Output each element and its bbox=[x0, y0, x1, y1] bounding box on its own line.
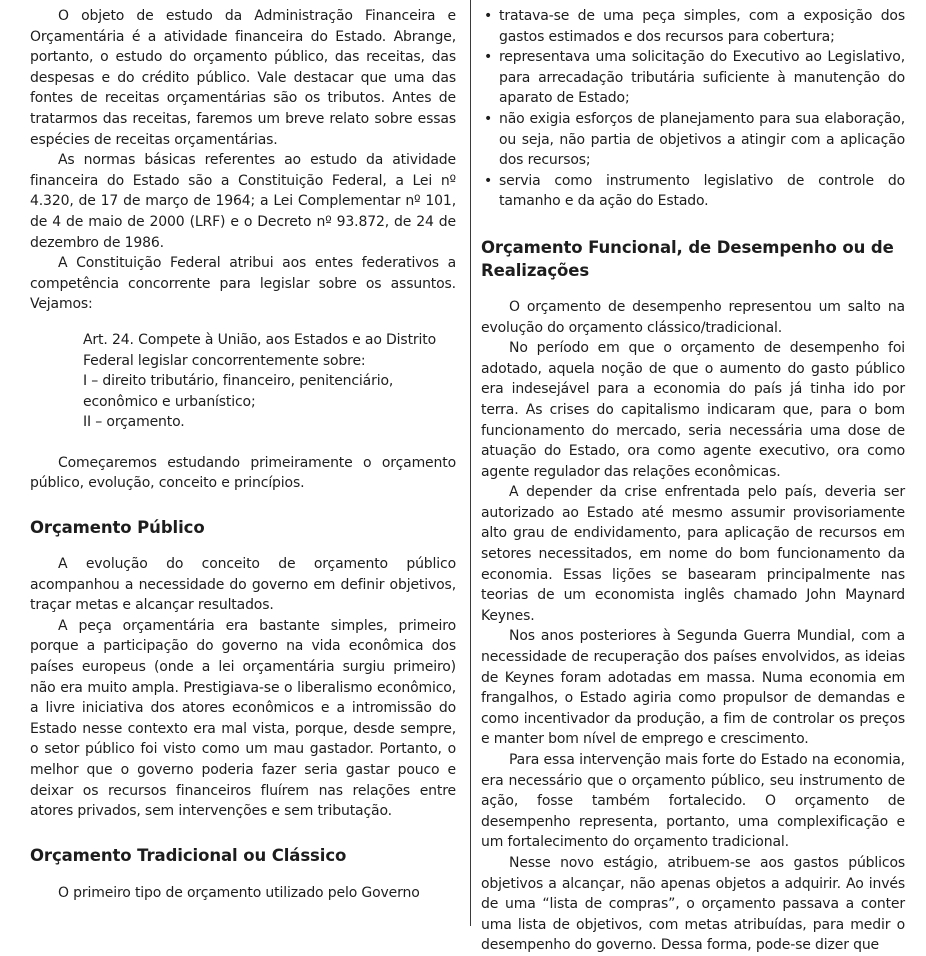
bullet-icon: • bbox=[484, 172, 493, 189]
left-column bbox=[30, 0, 456, 903]
paragraph: Começaremos estudando primeiramente o orçamento público, evolução, conceito e princípios. bbox=[30, 454, 456, 492]
paragraph: No período em que o orçamento de desempenho foi adotado, aquela noção de que o aumento do gasto público era indesejável para a economia do país já tinha ido por terra. As crises do capitalismo indicaram que, para o bom funcionamento do mercado, seria necessária uma dose de atuação do Estado, ora como agente executivo, ora como agente regulador das relações econômicas. bbox=[481, 340, 905, 480]
quote-line: I – direito tributário, financeiro, penitenciário, econômico e urbanístico; bbox=[83, 373, 394, 410]
paragraph: O orçamento de desempenho representou um salto na evolução do orçamento clássico/tradicional. bbox=[481, 298, 905, 336]
paragraph: O objeto de estudo da Administração Financeira e Orçamentária é a atividade financeira do Estado. Abrange, portanto, o estudo do orçamento público, das receitas, das despesas e do crédito público. Vale destacar que uma das fontes de receitas orçamentárias são os tributos. Antes de tratarmos das receitas, faremos um breve relato sobre essas espécies de receitas orçamentárias. bbox=[30, 8, 456, 148]
paragraph: As normas básicas referentes ao estudo da atividade financeira do Estado são a Constituição Federal, a Lei nº 4.320, de 17 de março de 1964; a Lei Complementar nº 101, de 4 de maio de 2000 (LRF) e o Decreto nº 93.872, de 24 de dezembro de 1986. bbox=[30, 152, 456, 251]
paragraph: A Constituição Federal atribui aos entes federativos a competência concorrente para legislar sobre os assuntos. Vejamos: bbox=[30, 255, 456, 313]
list-item bbox=[481, 171, 905, 212]
right-column bbox=[481, 0, 905, 956]
section-heading: Orçamento Tradicional ou Clássico bbox=[30, 845, 347, 865]
list-item-text: não exigia esforços de planejamento para sua elaboração, ou seja, não partia de objetivos a atingir com a aplicação dos recursos; bbox=[499, 110, 905, 169]
list-item bbox=[481, 6, 905, 47]
bullet-icon: • bbox=[484, 110, 493, 127]
paragraph: Nos anos posteriores à Segunda Guerra Mundial, com a necessidade de recuperação dos países envolvidos, as ideias de Keynes foram adotadas em massa. Numa economia em frangalhos, o Estado agiria como propulsor de demandas e como incentivador da produção, a fim de controlar os preços e manter bom nível de emprego e crescimento. bbox=[481, 628, 905, 748]
paragraph: A depender da crise enfrentada pelo país, deveria ser autorizado ao Estado até mesmo assumir provisoriamente alto grau de endividamento, para aplicação de recursos em setores necessitados, em nome do bom funcionamento da economia. Essas lições se basearam principalmente nas teorias de um economista inglês chamado John Maynard Keynes. bbox=[481, 484, 905, 624]
bullet-icon: • bbox=[484, 8, 493, 24]
bullet-list bbox=[481, 0, 905, 212]
section-heading: Orçamento Público bbox=[30, 518, 205, 538]
list-item-text: representava uma solicitação do Executivo ao Legislativo, para arrecadação tributária suficiente à manutenção do aparato de Estado; bbox=[499, 49, 905, 107]
list-item-text: servia como instrumento legislativo de controle do tamanho e da ação do Estado. bbox=[499, 172, 905, 210]
quote-line: Art. 24. Compete à União, aos Estados e ao Distrito Federal legislar concorrentemente sobre: bbox=[83, 331, 437, 369]
list-item bbox=[481, 109, 905, 171]
paragraph: Para essa intervenção mais forte do Estado na economia, era necessário que o orçamento público, seu instrumento de ação, fosse também fortalecido. O orçamento de desempenho representa, portanto, uma complexificação e um fortalecimento do orçamento tradicional. bbox=[481, 752, 905, 851]
legal-quote bbox=[83, 330, 456, 433]
paragraph: A evolução do conceito de orçamento público acompanhou a necessidade do governo em definir objetivos, traçar metas e alcançar resultados. bbox=[30, 556, 456, 614]
paragraph: A peça orçamentária era bastante simples, primeiro porque a participação do governo na vida econômica dos países europeus (onde a lei orçamentária surgiu primeiro) não era muito ampla. Prestigiava-se o liberalismo econômico, a livre iniciativa dos atores econômicos e a intromissão do Estado nesse contexto era mal vista, porque, desde sempre, o setor público foi visto como um mau gastador. Portanto, o melhor que o governo poderia fazer seria gastar pouco e deixar os recursos financeiros fluírem nas relações entre atores privados, sem intervenções e sem tributação. bbox=[30, 617, 456, 820]
list-item-text: tratava-se de uma peça simples, com a exposição dos gastos estimados e dos recursos para cobertura; bbox=[499, 8, 905, 45]
paragraph: O primeiro tipo de orçamento utilizado pelo Governo bbox=[58, 884, 420, 901]
section-heading: Orçamento Funcional, de Desempenho ou de Realizações bbox=[481, 237, 894, 280]
paragraph: Nesse novo estágio, atribuem-se aos gastos públicos objetivos a alcançar, não apenas objetos a adquirir. Ao invés de uma “lista de compras”, o orçamento passava a conter uma lista de objetivos, com metas atribuídas, para medir o desempenho do governo. Dessa forma, pode-se dizer que bbox=[481, 854, 905, 954]
list-item bbox=[481, 47, 905, 109]
column-divider bbox=[470, 0, 471, 926]
quote-line: II – orçamento. bbox=[83, 414, 185, 431]
bullet-icon: • bbox=[484, 49, 493, 66]
